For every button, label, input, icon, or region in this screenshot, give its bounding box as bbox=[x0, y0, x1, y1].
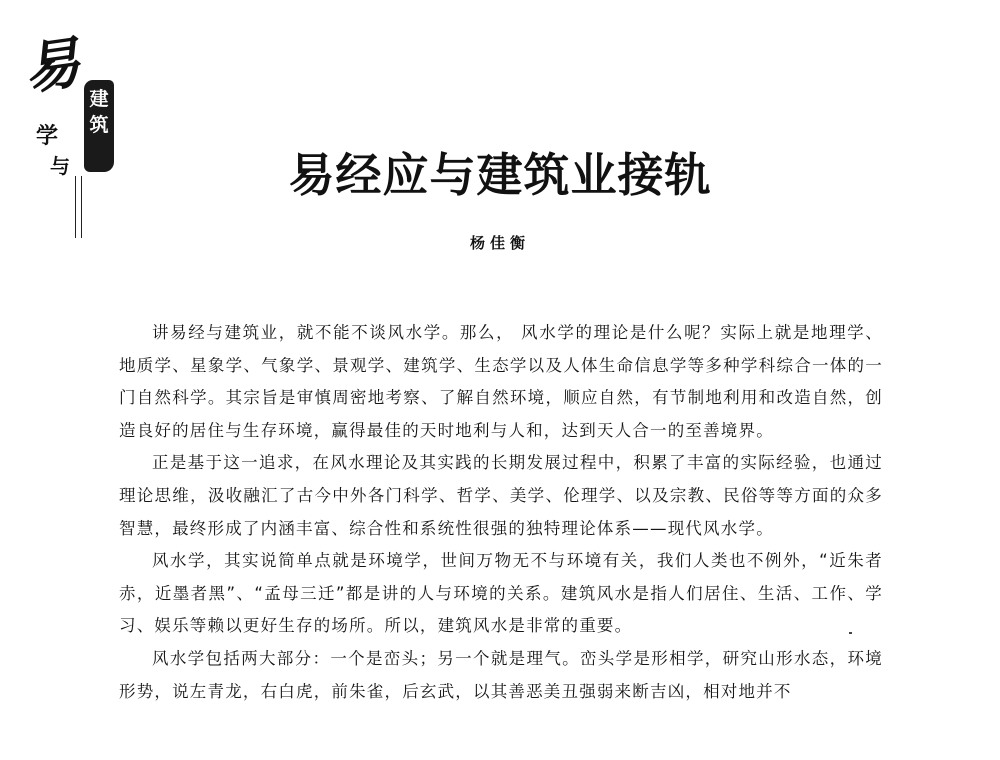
article-author: 杨佳衡 bbox=[469, 234, 530, 252]
scan-speck bbox=[849, 632, 852, 634]
logo-seal-text: 建 筑 bbox=[89, 88, 109, 136]
logo-xue-glyph: 学 bbox=[36, 124, 59, 149]
paragraph: 风水学，其实说简单点就是环境学，世间万物无不与环境有关，我们人类也不例外，“近朱者赤，近墨者黑”、“孟母三迁”都是讲的人与环境的关系。建筑风水是指人们居住、生活、工作、学习、娱乐等赖以更好生存的场所。所以，建筑风水是非常的重要。 bbox=[119, 551, 883, 636]
paragraph: 风水学包括两大部分：一个是峦头；另一个就是理气。峦头学是形相学，研究山形水态，环境形势，说左青龙，右白虎，前朱雀，后玄武，以其善恶美丑强弱来断吉凶，相对地并不 bbox=[119, 648, 883, 701]
article-body bbox=[119, 317, 883, 708]
paragraph: 讲易经与建筑业，就不能不谈风水学。那么， 风水学的理论是什么呢？实际上就是地理学、地质学、星象学、气象学、景观学、建筑学、生态学以及人体生命信息学等多种学科综合一体的一门自然科学。其宗旨是审慎周密地考察、了解自然环境，顺应自然，有节制地利用和改造自然，创造良好的居住与生存环境，赢得最佳的天时地利与人和，达到天人合一的至善境界。 bbox=[119, 323, 883, 440]
article-title: 易经应与建筑业接轨 bbox=[288, 148, 712, 202]
article-title-wrap bbox=[0, 148, 1000, 203]
logo-yu-glyph: 与 bbox=[50, 154, 70, 178]
logo-yi-glyph: 易 bbox=[19, 29, 85, 103]
series-logo bbox=[19, 29, 122, 248]
paragraph: 正是基于这一追求，在风水理论及其实践的长期发展过程中，积累了丰富的实际经验，也通过理论思维，汲收融汇了古今中外各门科学、哲学、美学、伦理学、以及宗教、民俗等等方面的众多智慧，最终形成了内涵丰富、综合性和系统性很强的独特理论体系——现代风水学。 bbox=[119, 453, 883, 538]
